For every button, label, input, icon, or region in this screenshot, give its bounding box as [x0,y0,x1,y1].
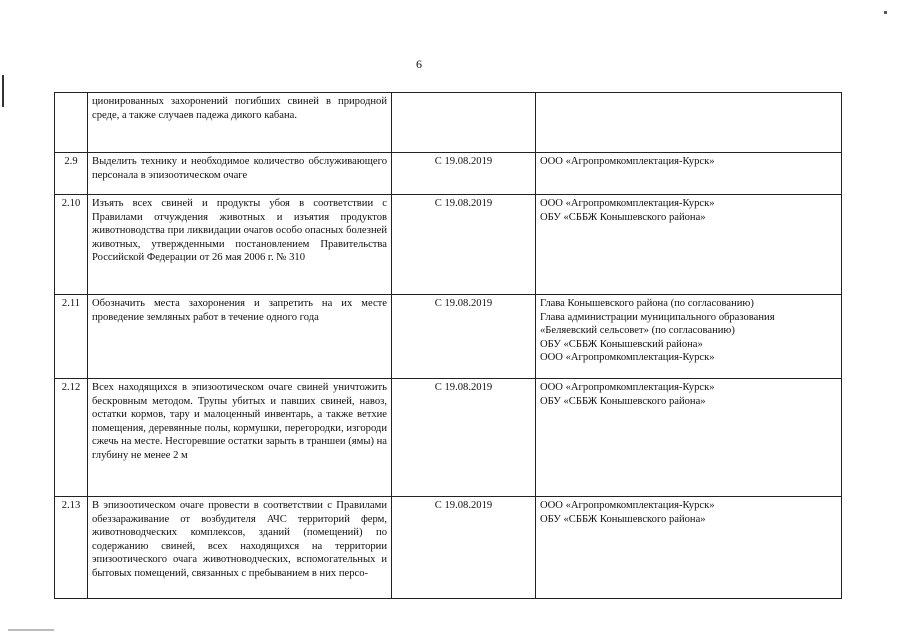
row-date: С 19.08.2019 [392,295,536,379]
responsible-party: ОБУ «СББЖ Конышевского района» [540,395,706,407]
row-date: С 19.08.2019 [392,195,536,295]
table-row [55,497,842,599]
row-date: С 19.08.2019 [392,497,536,599]
scan-artifact-dot [884,11,887,14]
row-description: В эпизоотическом очаге провести в соответствии с Правилами обеззараживание от возбудителя АЧС территорий ферм, животноводческих комплексов, зданий (помещений) по содержанию свиней, всех находящихся на территории эпизоотического очага животноводческих, вспомогательных и бытовых помещений, связанных с пребыванием в них персо- [88,497,392,599]
row-date: С 19.08.2019 [392,379,536,497]
row-number: 2.13 [55,497,88,599]
table-row [55,93,842,153]
row-responsible [536,153,842,195]
row-description: Всех находящихся в эпизоотическом очаге свиней уничтожить бескровным методом. Трупы убитых и павших свиней, навоз, остатки кормов, тару и малоценный инвентарь, а также ветхие помещения, деревянные полы, кормушки, перегородки, изгороди сжечь на месте. Несгоревшие остатки зарыть в траншеи (ямы) на глубину не менее 2 м [88,379,392,497]
row-description: Выделить технику и необходимое количество обслуживающего персонала в эпизоотическом очаге [88,153,392,195]
row-number: 2.10 [55,195,88,295]
page-number: 6 [416,57,422,71]
row-number: 2.9 [55,153,88,195]
responsible-party: ОБУ «СББЖ Конышевского района» [540,211,706,223]
row-description: ционированных захоронений погибших свиней в природной среде, а также случаев падежа дикого кабана. [88,93,392,153]
row-description: Изъять всех свиней и продукты убоя в соответствии с Правилами отчуждения животных и изъятия продуктов животноводства при ликвидации очагов особо опасных болезней животных, утвержденными постановлением Правительства Российской Федерации от 26 мая 2006 г. № 310 [88,195,392,295]
row-responsible [536,93,842,153]
responsible-party: ООО «Агропромкомплектация-Курск» [540,156,715,167]
measures-table [54,92,842,599]
responsible-party: «Беляевский сельсовет» (по согласованию) [540,325,735,337]
row-date [392,93,536,153]
responsible-party: ООО «Агропромкомплектация-Курск» [540,352,715,364]
table-row [55,195,842,295]
responsible-party: ОБУ «СББЖ Конышевский района» [540,338,703,350]
row-responsible [536,497,842,599]
table-row [55,379,842,497]
row-date: С 19.08.2019 [392,153,536,195]
responsible-party: ООО «Агропромкомплектация-Курск» [540,382,715,393]
row-responsible [536,295,842,379]
table-row [55,153,842,195]
scan-margin-mark [2,75,4,107]
responsible-party: ООО «Агропромкомплектация-Курск» [540,198,715,209]
scan-artifact-smudge [8,629,54,631]
responsible-party: ООО «Агропромкомплектация-Курск» [540,500,715,511]
responsible-party: Глава администрации муниципального образования [540,311,775,323]
row-description: Обозначить места захоронения и запретить на их месте проведение земляных работ в течение одного года [88,295,392,379]
responsible-party: ОБУ «СББЖ Конышевского района» [540,513,706,525]
row-responsible [536,379,842,497]
row-number: 2.11 [55,295,88,379]
responsible-party: Глава Конышевского района (по согласованию) [540,298,754,309]
row-number: 2.12 [55,379,88,497]
measures-table-body [55,93,842,599]
row-responsible [536,195,842,295]
table-row [55,295,842,379]
row-number [55,93,88,153]
